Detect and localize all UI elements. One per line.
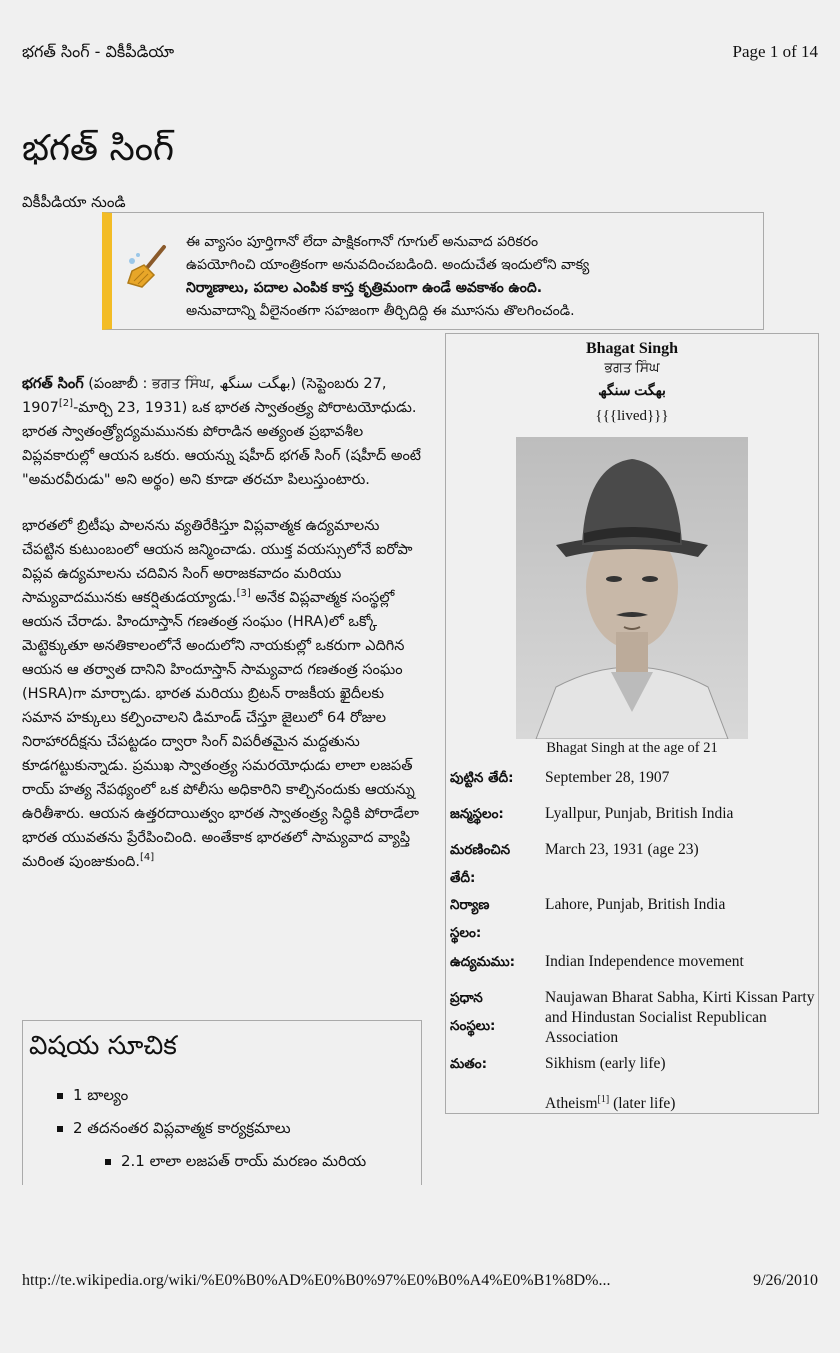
infobox-value: March 23, 1931 (age 23) [545, 841, 699, 858]
photo-caption: Bhagat Singh at the age of 21 [546, 740, 718, 756]
print-footer-date: 9/26/2010 [753, 1272, 818, 1289]
reference-link[interactable]: [1] [597, 1093, 610, 1105]
print-footer-url: http://te.wikipedia.org/wiki/%E0%B0%AD%E0%B0%97%E0%B0%A4%E0%B1%8D%... [22, 1272, 611, 1289]
lead-section [22, 372, 422, 896]
infobox [445, 333, 819, 1114]
reference-link[interactable]: [3] [236, 588, 251, 600]
reference-link[interactable]: [2] [58, 398, 74, 410]
toc-item[interactable]: 2.1 లాలా లజపత్ రాయ్ మరణం మరియ [105, 1152, 366, 1174]
reference-link[interactable]: [4] [139, 852, 155, 864]
lead-paragraph-1: భగత్ సింగ్ (పంజాబీ : ਭਗਤ ਸਿੰਘ, بھگت سنگھ) (సెప్టెంబరు 27, 1907[2]-మార్చి 23, 1931) ఒక భారత స్వాతంత్ర్య పోరాటయోధుడు. భారత స్వాతంత్ర్యోద్యమమునకు పోరాడిన అత్యంత ప్రభావశీల విప్లవకారుల్లో ఆయన ఒకరు. ఆయన్ను షహీద్ భగత్ సింగ్ (షహీద్ అంటే "అమరవీరుడు" అని అర్థం) అని కూడా తరచూ పిలుస్తుంటారు. [22, 376, 421, 488]
infobox-name-shahmukhi: بھگت سنگھ [598, 384, 666, 399]
article-title: భగత్ సింగ్ [22, 128, 174, 169]
infobox-label: ఉద్యమము: [450, 954, 516, 970]
table-of-contents [22, 1020, 422, 1185]
bullet-icon [105, 1159, 111, 1165]
infobox-value[interactable]: Indian Independence movement [545, 953, 744, 970]
infobox-label: నిర్యాణ స్థలం: [450, 897, 490, 941]
machine-translation-notice [102, 212, 764, 330]
bullet-icon [57, 1093, 63, 1099]
infobox-value[interactable]: Naujawan Bharat Sabha, Kirti Kissan Party and Hindustan Socialist Republican Association [545, 989, 815, 1046]
infobox-label: జన్మస్థలం: [450, 806, 504, 822]
toc-item[interactable]: 1 బాల్యం [57, 1086, 128, 1108]
toc-item[interactable]: 2 తదనంతర విప్లవాత్మక కార్యక్రమాలు [57, 1119, 291, 1141]
article-subtitle: వికీపీడియా నుండి [22, 193, 126, 211]
notice-line: ఈ వ్యాసం పూర్తిగానో లేదా పాక్షికంగానో గూగుల్ అనువాద పరికరం [186, 234, 539, 250]
infobox-value[interactable]: Lahore, Punjab, British India [545, 896, 726, 913]
toc-title: విషయ సూచిక [29, 1031, 177, 1061]
infobox-name-gurmukhi: ਭਗਤ ਸਿੰਘ [604, 361, 660, 376]
portrait-photo[interactable] [516, 437, 748, 739]
broom-icon [124, 241, 174, 291]
lead-paragraph-2: భారతలో బ్రిటీషు పాలనను వ్యతిరేకిస్తూ విప్లవాత్మక ఉద్యమాలను చేపట్టిన కుటుంబంలో ఆయన జన్మించాడు. యుక్త వయస్సులోనే ఐరోపా విప్లవ ఉద్యమాలను చదివిన సింగ్ అరాజకవాదం మరియు సామ్యవాదమునకు ఆకర్షితుడయ్యాడు.[3] అనేక విప్లవాత్మక సంస్థల్లో ఆయన చేరాడు. హిందూస్తాన్ గణతంత్ర సంఘం (HRA)లో ఒక్కో మెట్టెక్కుతూ అనతికాలంలోనే అందులోని నాయకుల్లో ఒకరుగా ఎదిగిన ఆయన ఆ తర్వాత దానిని హిందూస్తాన్ సామ్యవాద గణతంత్ర సంఘం (HSRA)గా మార్చాడు. భారత మరియు బ్రిటన్ రాజకీయ ఖైదీలకు సమాన హక్కులు కల్పించాలని డిమాండ్ చేస్తూ జైలులో 64 రోజుల నిరాహారదీక్షను చేపట్టడం ద్వారా సింగ్ విపరీతమైన మద్దతును కూడగట్టుకున్నాడు. ప్రముఖ స్వాతంత్ర్య సమరయోధుడు లాలా లజపత్ రాయ్ హత్య నేపథ్యంలో ఒక పోలీసు అధికారిని కాల్చినందుకు ఆయన్ను ఉరితీశారు. ఆయన ఉత్తరదాయిత్వం భారత స్వాతంత్ర్య సిద్ధికి పోరాడేలా భారత యువతను ప్రేరేపించింది. అంతేకాక భారతలో సామ్యవాద వ్యాప్తి మరింత పుంజుకుంది.[4] [22, 518, 419, 870]
notice-line: ఉపయోగించి యాంత్రికంగా అనువదించబడింది. అందుచేత ఇందులోని వాక్య [186, 257, 590, 273]
print-page-number: Page 1 of 14 [732, 42, 818, 61]
infobox-value[interactable]: Sikhism (early life) [545, 1055, 666, 1072]
bullet-icon [57, 1126, 63, 1132]
infobox-lived-template: {{{lived}}} [595, 408, 669, 424]
subject-name: భగత్ సింగ్ [22, 376, 84, 392]
infobox-value-extra[interactable]: Atheism[1] (later life) [545, 1093, 676, 1112]
print-header-title: భగత్ సింగ్ - వికీపీడియా [22, 42, 175, 61]
infobox-value: September 28, 1907 [545, 769, 670, 786]
infobox-label: మరణించిన తేదీ: [450, 842, 511, 886]
infobox-label: ప్రధాన సంస్థలు: [450, 990, 496, 1034]
infobox-label: పుట్టిన తేదీ: [450, 770, 514, 786]
infobox-name: Bhagat Singh [585, 340, 679, 357]
infobox-label: మతం: [450, 1056, 488, 1072]
notice-line: నిర్మాణాలు, పదాల ఎంపిక కాస్త కృత్రిమంగా ఉండే అవకాశం ఉంది. [186, 280, 543, 296]
infobox-value[interactable]: Lyallpur, Punjab, British India [545, 805, 734, 822]
notice-line: అనువాదాన్ని వీలైనంతగా సహజంగా తీర్చిదిద్ది ఈ మూసను తొలగించండి. [186, 303, 575, 319]
notice-text [186, 231, 761, 323]
